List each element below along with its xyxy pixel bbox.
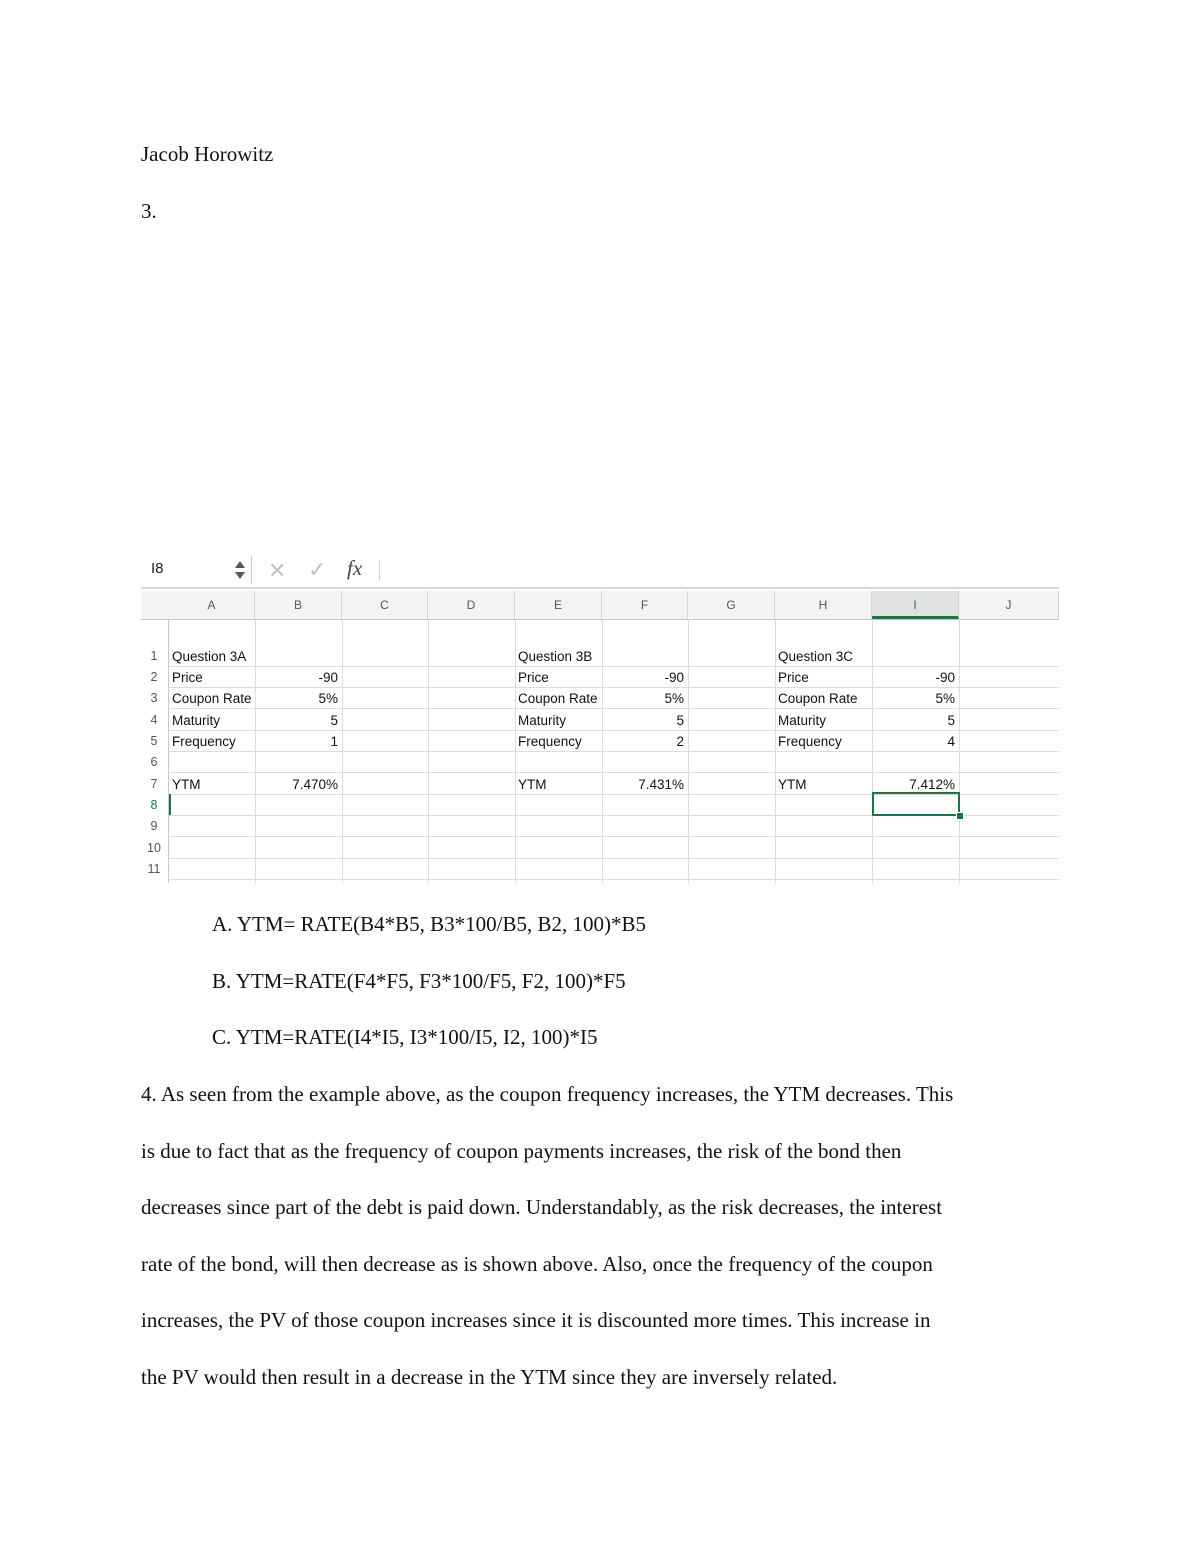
column-gridline [775, 619, 776, 883]
column-header-e[interactable]: E [515, 591, 602, 619]
question-3-label: 3. [141, 199, 157, 223]
column-header-d[interactable]: D [428, 591, 515, 619]
block-title-cell[interactable]: Question 3B [518, 649, 593, 664]
row-header-7[interactable]: 7 [150, 777, 158, 791]
row-gridline [169, 836, 1059, 837]
label-cell[interactable]: Frequency [518, 734, 582, 749]
formula-bar [141, 553, 1059, 589]
label-cell[interactable]: Coupon Rate [172, 691, 252, 706]
column-gridline [688, 619, 689, 883]
row-header-11[interactable]: 11 [147, 862, 161, 876]
up-down-spinner-icon[interactable] [234, 558, 246, 582]
row-gridline [169, 879, 1059, 880]
row-header-10[interactable]: 10 [147, 841, 161, 855]
value-cell[interactable]: -90 [935, 670, 955, 685]
answer-4-line: rate of the bond, will then decrease as is shown above. Also, once the frequency of the coupon [141, 1252, 933, 1276]
row-gridline [169, 751, 1059, 752]
row-header-6[interactable]: 6 [150, 755, 158, 769]
name-box[interactable]: I8 [151, 560, 164, 577]
ytm-label-cell[interactable]: YTM [518, 777, 547, 792]
value-cell[interactable]: 2 [676, 734, 684, 749]
row-gridline [169, 858, 1059, 859]
ytm-label-cell[interactable]: YTM [172, 777, 201, 792]
column-header-f[interactable]: F [602, 591, 688, 619]
answer-4-line: 4. As seen from the example above, as the coupon frequency increases, the YTM decreases. This [141, 1082, 954, 1106]
label-cell[interactable]: Maturity [172, 713, 221, 728]
fill-handle[interactable] [956, 812, 964, 820]
row-gridline [169, 687, 1059, 688]
ytm-value-cell[interactable]: 7.431% [638, 777, 684, 792]
column-gridline [872, 619, 873, 883]
formula-b: B. YTM=RATE(F4*F5, F3*100/F5, F2, 100)*F5 [212, 969, 626, 993]
name-box-divider [251, 556, 252, 584]
author-name: Jacob Horowitz [141, 142, 274, 166]
label-cell[interactable]: Price [778, 670, 809, 685]
column-gridline [342, 619, 343, 883]
checkmark-icon[interactable]: ✓ [308, 557, 327, 582]
column-header-b[interactable]: B [255, 591, 342, 619]
row-gridline [169, 666, 1059, 667]
column-header-h[interactable]: H [775, 591, 872, 619]
ytm-value-cell[interactable]: 7.470% [292, 777, 338, 792]
column-gridline [959, 619, 960, 883]
value-cell[interactable]: 5 [676, 713, 684, 728]
answer-4-line: increases, the PV of those coupon increases since it is discounted more times. This increase in [141, 1308, 931, 1332]
block-title-cell[interactable]: Question 3A [172, 649, 247, 664]
formula-input-divider [379, 560, 380, 580]
column-header-a[interactable]: A [169, 591, 255, 619]
column-gridline [255, 619, 256, 883]
active-cell-selection[interactable] [872, 792, 960, 816]
fx-icon[interactable]: fx [347, 556, 363, 580]
ytm-label-cell[interactable]: YTM [778, 777, 807, 792]
column-gridline [602, 619, 603, 883]
answer-4-line: is due to fact that as the frequency of coupon payments increases, the risk of the bond then [141, 1139, 902, 1163]
value-cell[interactable]: 5% [664, 691, 684, 706]
label-cell[interactable]: Price [172, 670, 203, 685]
label-cell[interactable]: Frequency [778, 734, 842, 749]
column-header-c[interactable]: C [342, 591, 428, 619]
formula-c: C. YTM=RATE(I4*I5, I3*100/I5, I2, 100)*I5 [212, 1025, 598, 1049]
column-header-row [141, 591, 1059, 620]
value-cell[interactable]: -90 [318, 670, 338, 685]
formula-a: A. YTM= RATE(B4*B5, B3*100/B5, B2, 100)*B5 [212, 912, 647, 936]
answer-4-line: decreases since part of the debt is paid down. Understandably, as the risk decreases, the interest [141, 1195, 943, 1219]
column-header-j[interactable]: J [959, 591, 1059, 619]
column-gridline [428, 619, 429, 883]
label-cell[interactable]: Maturity [518, 713, 567, 728]
value-cell[interactable]: 4 [947, 734, 955, 749]
column-header-i[interactable]: I [872, 591, 959, 619]
cell-a8-edit-cursor [169, 794, 171, 815]
value-cell[interactable]: 5 [330, 713, 338, 728]
value-cell[interactable]: 5 [947, 713, 955, 728]
label-cell[interactable]: Coupon Rate [778, 691, 858, 706]
row-header-2[interactable]: 2 [150, 670, 158, 684]
column-header-g[interactable]: G [688, 591, 775, 619]
row-gridline [169, 708, 1059, 709]
row-header-5[interactable]: 5 [150, 734, 158, 748]
row-header-3[interactable]: 3 [150, 691, 158, 705]
answer-4-line: the PV would then result in a decrease in the YTM since they are inversely related. [141, 1365, 838, 1389]
value-cell[interactable]: 1 [330, 734, 338, 749]
row-gridline [169, 730, 1059, 731]
label-cell[interactable]: Maturity [778, 713, 827, 728]
ytm-value-cell[interactable]: 7.412% [909, 777, 955, 792]
row-header-4[interactable]: 4 [150, 713, 158, 727]
row-header-9[interactable]: 9 [150, 819, 158, 833]
label-cell[interactable]: Coupon Rate [518, 691, 598, 706]
value-cell[interactable]: 5% [318, 691, 338, 706]
label-cell[interactable]: Frequency [172, 734, 236, 749]
column-gridline [515, 619, 516, 883]
value-cell[interactable]: -90 [664, 670, 684, 685]
block-title-cell[interactable]: Question 3C [778, 649, 854, 664]
row-header-1[interactable]: 1 [150, 649, 158, 663]
label-cell[interactable]: Price [518, 670, 549, 685]
row-gridline [169, 772, 1059, 773]
spreadsheet-screenshot [141, 553, 1059, 883]
cancel-x-icon[interactable]: ✕ [268, 558, 287, 583]
value-cell[interactable]: 5% [935, 691, 955, 706]
row-header-8[interactable]: 8 [150, 798, 158, 812]
